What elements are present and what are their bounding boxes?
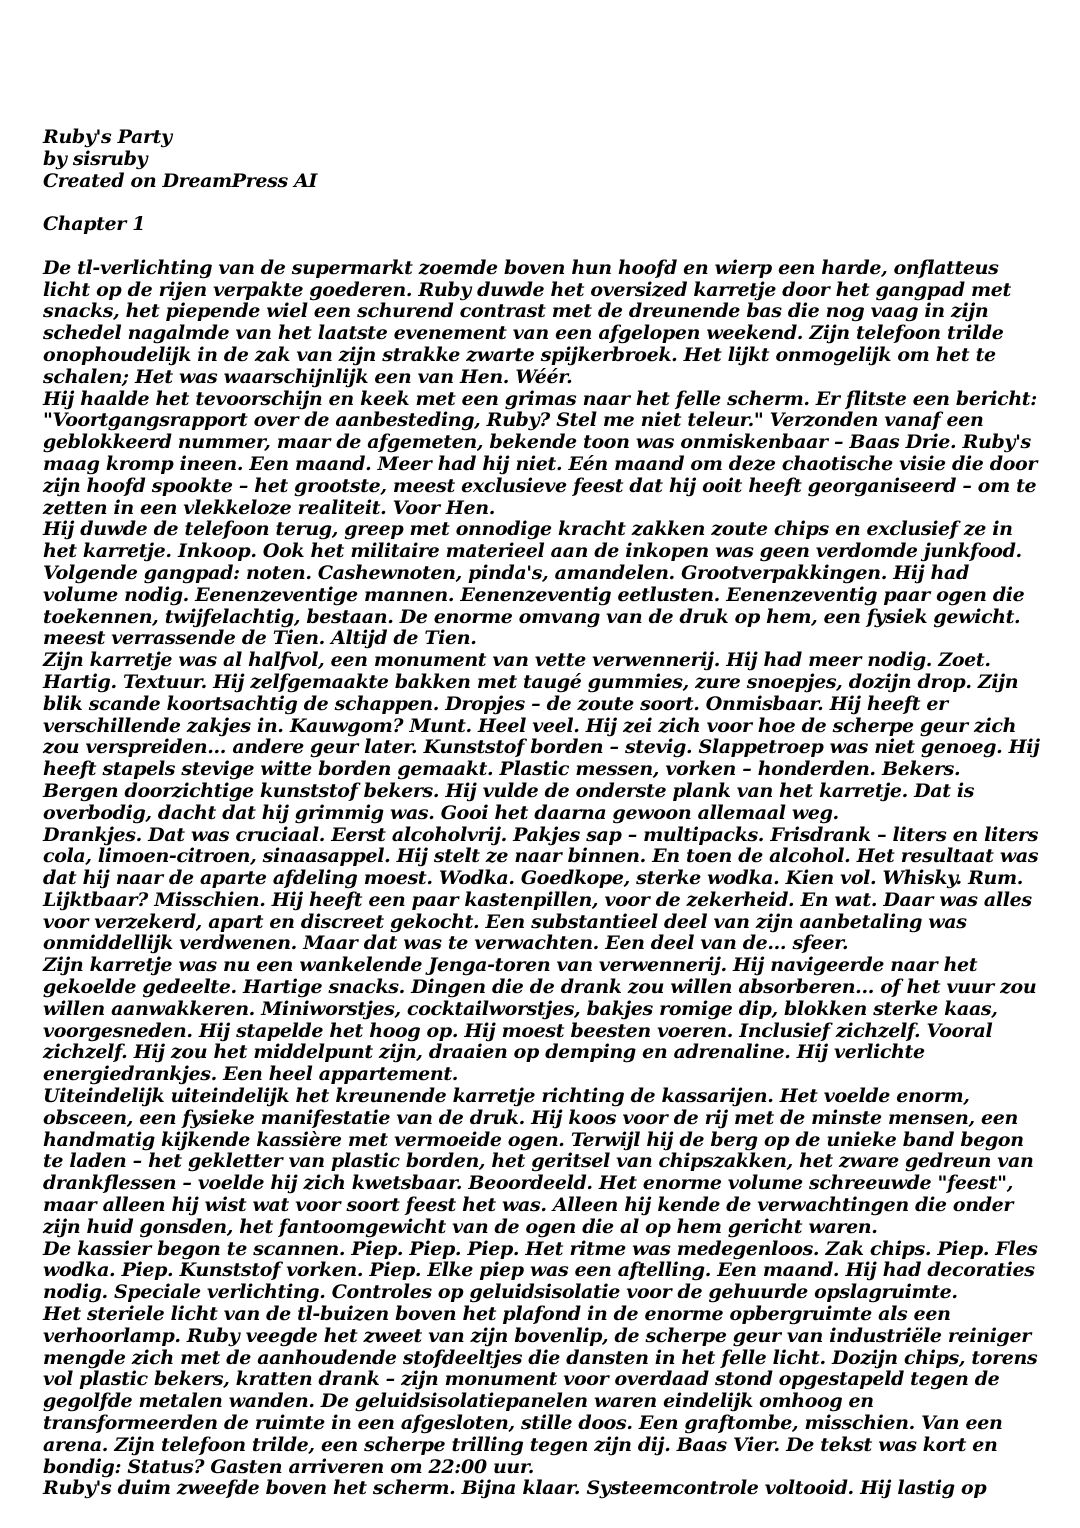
story-byline: by sisruby [43,147,148,170]
blank-line [43,236,1040,258]
story-paragraph: Drankjes. Dat was cruciaal. Eerst alcoholvrij. Pakjes sap – multipacks. Frisdrank – liters en liters cola, limoen-citroen, sinaasappel. Hij stelt ze naar binnen. En toen de alcohol. Het resultaat was dat hij naar de aparte afdeling moest. Wodka. Goedkope, sterke wodka. Kien vol. Whisky. Rum. Lijktbaar? Misschien. Hij heeft een paar kastenpillen, voor de zekerheid. En wat. Daar was alles voor verzekerd, apart en discreet gekocht. Een substantieel deel van zijn aanbetaling was onmiddellijk verdwenen. Maar dat was te verwachten. Een deel van de... sfeer. [43,823,1039,955]
story-paragraph: Het steriele licht van de tl-buizen boven het plafond in de enorme opbergruimte als een verhoorlamp. Ruby veegde het zweet van zijn bovenlip, de scherpe geur van industriële reiniger mengde zich met de aanhoudende stofdeeltjes die dansten in het felle licht. Dozijn chips, torens vol plastic bekers, kratten drank – zijn monument voor overdaad stond opgestapeld tegen de gegolfde metalen wanden. De geluidsisolatiepanelen waren eindelijk omhoog en transformeerden de ruimte in een afgesloten, stille doos. Een graftombe, misschien. Van een arena. Zijn telefoon trilde, een scherpe trilling tegen zijn dij. Baas Vier. De tekst was kort en bondig: Status? Gasten arriveren om 22:00 uur. [43,1303,1038,1478]
story-paragraph: Ruby's duim zweefde boven het scherm. Bijna klaar. Systeemcontrole voltooid. Hij lastig op [43,1477,987,1500]
story-body [43,258,1040,1500]
story-paragraph: Uiteindelijk uiteindelijk het kreunende karretje richting de kassarijen. Het voelde enorm, obsceen, een fysieke manifestatie van de druk. Hij koos voor de rij met de minste mensen, een handmatig kijkende kassière met vermoeide ogen. Terwijl hij de berg op de unieke band begon te laden – het gekletter van plastic borden, het geritsel van chipszakken, het zware gedreun van drankflessen – voelde hij zich kwetsbaar. Beoordeeld. Het enorme volume schreeuwde "feest", maar alleen hij wist wat voor soort feest het was. Alleen hij kende de verwachtingen die onder zijn huid gonsden, het fantoomgewicht van de ogen die al op hem gericht waren. [43,1085,1034,1238]
story-paragraph: Hij duwde de telefoon terug, greep met onnodige kracht zakken zoute chips en exclusief ze in het karretje. Inkoop. Ook het militaire materieel aan de inkopen was geen verdomde junkfood. Volgende gangpad: noten. Cashewnoten, pinda's, amandelen. Grootverpakkingen. Hij had volume nodig. Eenenzeventige mannen. Eenenzeventig eetlusten. Eenenzeventig paar ogen die toekennen, twijfelachtig, bestaan. De enorme omvang van de druk op hem, een fysiek gewicht. meest verrassende de Tien. Altijd de Tien. [43,518,1025,650]
chapter-heading: Chapter 1 [43,213,146,236]
story-paragraph: Zijn karretje was nu een wankelende Jenga-toren van verwennerij. Hij navigeerde naar het gekoelde gedeelte. Hartige snacks. Dingen die de drank zou willen absorberen... of het vuur zou willen aanwakkeren. Miniworstjes, cocktailworstjes, bakjes romige dip, blokken sterke kaas, voorgesneden. Hij stapelde het hoog op. Hij moest beesten voeren. Inclusief zichzelf. Vooral zichzelf. Hij zou het middelpunt zijn, draaien op demping en adrenaline. Hij verlichte energiedrankjes. Een heel appartement. [43,954,1037,1086]
story-source-line: Created on DreamPress AI [43,169,318,192]
blank-line [43,192,1040,214]
story-paragraph: Zijn karretje was al halfvol, een monument van vette verwennerij. Hij had meer nodig. Zoet. Hartig. Textuur. Hij zelfgemaakte bakken met taugé gummies, zure snoepjes, dozijn drop. Zijn blik scande koortsachtig de schappen. Dropjes – de zoute soort. Onmisbaar. Hij heeft er verschillende zakjes in. Kauwgom? Munt. Heel veel. Hij zei zich voor hoe de scherpe geur zich zou verspreiden... andere geur later. Kunststof borden – stevig. Slappetroep was niet genoeg. Hij heeft stapels stevige witte borden gemaakt. Plastic messen, vorken – honderden. Bekers. Bergen doorzichtige kunststof bekers. Hij vulde de onderste plank van het karretje. Dat is overbodig, dacht dat hij grimmig was. Gooi het daarna gewoon allemaal weg. [43,649,1040,824]
story-paragraph: De tl-verlichting van de supermarkt zoemde boven hun hoofd en wierp een harde, onflatteus licht op de rijen verpakte goederen. Ruby duwde het oversized karretje door het gangpad met snacks, het piepende wiel een schurend contrast met de dreunende bas die nog vaag in zijn schedel nagalmde van het laatste evenement van een afgelopen weekend. Zijn telefoon trilde onophoudelijk in de zak van zijn strakke zwarte spijkerbroek. Het lijkt onmogelijk om het te schalen; Het was waarschijnlijk een van Hen. Wéér. [43,256,1011,388]
story-paragraph: Hij haalde het tevoorschijn en keek met een grimas naar het felle scherm. Er flitste een bericht: "Voortgangsrapport over de aanbesteding, Ruby? Stel me niet teleur." Verzonden vanaf een geblokkeerd nummer, maar de afgemeten, bekende toon was onmiskenbaar – Baas Drie. Ruby's maag kromp ineen. Een maand. Meer had hij niet. Eén maand om deze chaotische visie die door zijn hoofd spookte – het grootste, meest exclusieve feest dat hij ooit heeft georganiseerd – om te zetten in een vlekkeloze realiteit. Voor Hen. [43,387,1038,519]
document-header [43,127,1040,192]
story-paragraph: De kassier begon te scannen. Piep. Piep. Piep. Het ritme was medegenloos. Zak chips. Piep. Fles wodka. Piep. Kunststof vorken. Piep. Elke piep was een aftelling. Een maand. Hij had decoraties nodig. Speciale verlichting. Controles op geluidsisolatie voor de gehuurde opslagruimte. [43,1237,1038,1304]
story-title: Ruby's Party [43,126,172,148]
